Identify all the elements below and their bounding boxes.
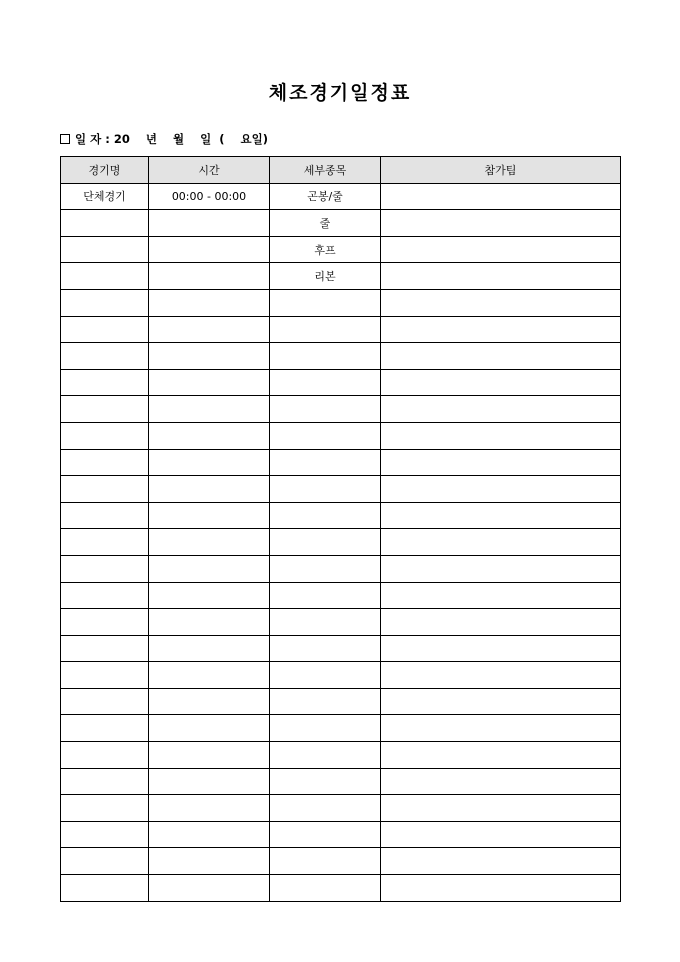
table-row bbox=[61, 343, 621, 370]
cell-sub-event[interactable] bbox=[270, 768, 381, 795]
cell-sub-event[interactable] bbox=[270, 688, 381, 715]
cell-time[interactable] bbox=[149, 502, 270, 529]
table-row bbox=[61, 715, 621, 742]
cell-teams[interactable] bbox=[381, 609, 621, 636]
table-row bbox=[61, 688, 621, 715]
cell-teams[interactable] bbox=[381, 848, 621, 875]
cell-teams[interactable] bbox=[381, 662, 621, 689]
cell-time[interactable] bbox=[149, 742, 270, 769]
schedule-table bbox=[60, 156, 621, 902]
table-row bbox=[61, 768, 621, 795]
cell-time[interactable] bbox=[149, 316, 270, 343]
cell-event-name[interactable] bbox=[61, 715, 149, 742]
header-event-name: 경기명 bbox=[61, 157, 149, 184]
cell-teams[interactable] bbox=[381, 555, 621, 582]
table-row bbox=[61, 210, 621, 237]
table-row bbox=[61, 529, 621, 556]
cell-time[interactable] bbox=[149, 289, 270, 316]
cell-event-name[interactable] bbox=[61, 422, 149, 449]
cell-event-name[interactable] bbox=[61, 582, 149, 609]
cell-sub-event[interactable] bbox=[270, 422, 381, 449]
cell-event-name[interactable] bbox=[61, 343, 149, 370]
cell-sub-event[interactable]: 후프 bbox=[270, 236, 381, 263]
cell-time[interactable] bbox=[149, 688, 270, 715]
cell-event-name[interactable] bbox=[61, 449, 149, 476]
cell-event-name[interactable] bbox=[61, 289, 149, 316]
cell-time[interactable] bbox=[149, 529, 270, 556]
cell-sub-event[interactable] bbox=[270, 848, 381, 875]
table-row bbox=[61, 422, 621, 449]
cell-time[interactable] bbox=[149, 715, 270, 742]
page-title: 체조경기일정표 bbox=[268, 82, 412, 104]
table-row bbox=[61, 555, 621, 582]
cell-teams[interactable] bbox=[381, 582, 621, 609]
square-checkbox-icon bbox=[60, 134, 70, 144]
schedule-table-body bbox=[61, 183, 621, 901]
table-row bbox=[61, 609, 621, 636]
cell-teams[interactable] bbox=[381, 183, 621, 210]
cell-sub-event[interactable] bbox=[270, 635, 381, 662]
cell-teams[interactable] bbox=[381, 263, 621, 290]
cell-sub-event[interactable] bbox=[270, 821, 381, 848]
cell-sub-event[interactable] bbox=[270, 449, 381, 476]
cell-teams[interactable] bbox=[381, 343, 621, 370]
cell-event-name[interactable] bbox=[61, 662, 149, 689]
cell-sub-event[interactable] bbox=[270, 715, 381, 742]
cell-event-name[interactable] bbox=[61, 821, 149, 848]
cell-teams[interactable] bbox=[381, 795, 621, 822]
cell-event-name[interactable] bbox=[61, 768, 149, 795]
cell-event-name[interactable] bbox=[61, 795, 149, 822]
cell-event-name[interactable] bbox=[61, 210, 149, 237]
cell-teams[interactable] bbox=[381, 875, 621, 902]
cell-sub-event[interactable] bbox=[270, 662, 381, 689]
cell-sub-event[interactable] bbox=[270, 369, 381, 396]
cell-time[interactable] bbox=[149, 236, 270, 263]
cell-event-name[interactable]: 단체경기 bbox=[61, 183, 149, 210]
table-row bbox=[61, 449, 621, 476]
cell-teams[interactable] bbox=[381, 396, 621, 423]
cell-teams[interactable] bbox=[381, 422, 621, 449]
cell-event-name[interactable] bbox=[61, 848, 149, 875]
table-row bbox=[61, 848, 621, 875]
cell-time[interactable] bbox=[149, 343, 270, 370]
cell-sub-event[interactable] bbox=[270, 396, 381, 423]
cell-teams[interactable] bbox=[381, 476, 621, 503]
cell-event-name[interactable] bbox=[61, 502, 149, 529]
table-row bbox=[61, 396, 621, 423]
cell-event-name[interactable] bbox=[61, 688, 149, 715]
cell-sub-event[interactable] bbox=[270, 529, 381, 556]
cell-event-name[interactable] bbox=[61, 742, 149, 769]
header-row bbox=[61, 157, 621, 184]
cell-time[interactable] bbox=[149, 662, 270, 689]
cell-teams[interactable] bbox=[381, 316, 621, 343]
cell-time[interactable] bbox=[149, 449, 270, 476]
cell-event-name[interactable] bbox=[61, 316, 149, 343]
cell-teams[interactable] bbox=[381, 449, 621, 476]
cell-event-name[interactable] bbox=[61, 609, 149, 636]
cell-time[interactable] bbox=[149, 848, 270, 875]
table-row bbox=[61, 582, 621, 609]
cell-event-name[interactable] bbox=[61, 875, 149, 902]
cell-teams[interactable] bbox=[381, 210, 621, 237]
header-sub-event: 세부종목 bbox=[270, 157, 381, 184]
cell-time[interactable] bbox=[149, 555, 270, 582]
cell-time[interactable] bbox=[149, 635, 270, 662]
cell-event-name[interactable] bbox=[61, 635, 149, 662]
table-row bbox=[61, 875, 621, 902]
cell-sub-event[interactable]: 리본 bbox=[270, 263, 381, 290]
cell-event-name[interactable] bbox=[61, 555, 149, 582]
date-line-text: 일 자 : 20 년 월 일 ( 요일) bbox=[75, 132, 268, 146]
cell-sub-event[interactable]: 줄 bbox=[270, 210, 381, 237]
table-row bbox=[61, 236, 621, 263]
cell-time[interactable] bbox=[149, 210, 270, 237]
table-row bbox=[61, 476, 621, 503]
cell-teams[interactable] bbox=[381, 688, 621, 715]
cell-time[interactable] bbox=[149, 263, 270, 290]
cell-sub-event[interactable] bbox=[270, 555, 381, 582]
header-teams: 참가팀 bbox=[381, 157, 621, 184]
cell-teams[interactable] bbox=[381, 821, 621, 848]
cell-time[interactable] bbox=[149, 768, 270, 795]
cell-sub-event[interactable] bbox=[270, 502, 381, 529]
table-row bbox=[61, 369, 621, 396]
cell-teams[interactable] bbox=[381, 289, 621, 316]
header-time: 시간 bbox=[149, 157, 270, 184]
cell-sub-event[interactable] bbox=[270, 875, 381, 902]
cell-time[interactable] bbox=[149, 609, 270, 636]
cell-event-name[interactable] bbox=[61, 369, 149, 396]
cell-teams[interactable] bbox=[381, 768, 621, 795]
cell-sub-event[interactable] bbox=[270, 582, 381, 609]
cell-time[interactable] bbox=[149, 369, 270, 396]
cell-teams[interactable] bbox=[381, 236, 621, 263]
date-line bbox=[60, 131, 268, 147]
table-row bbox=[61, 662, 621, 689]
cell-teams[interactable] bbox=[381, 742, 621, 769]
table-row bbox=[61, 742, 621, 769]
cell-sub-event[interactable] bbox=[270, 476, 381, 503]
table-row bbox=[61, 316, 621, 343]
cell-time[interactable]: 00:00 - 00:00 bbox=[149, 183, 270, 210]
cell-teams[interactable] bbox=[381, 369, 621, 396]
cell-sub-event[interactable] bbox=[270, 795, 381, 822]
table-row bbox=[61, 289, 621, 316]
cell-sub-event[interactable]: 곤봉/줄 bbox=[270, 183, 381, 210]
table-row bbox=[61, 635, 621, 662]
cell-time[interactable] bbox=[149, 582, 270, 609]
cell-event-name[interactable] bbox=[61, 396, 149, 423]
cell-event-name[interactable] bbox=[61, 236, 149, 263]
cell-teams[interactable] bbox=[381, 635, 621, 662]
table-row bbox=[61, 183, 621, 210]
cell-teams[interactable] bbox=[381, 529, 621, 556]
cell-time[interactable] bbox=[149, 795, 270, 822]
cell-event-name[interactable] bbox=[61, 529, 149, 556]
cell-time[interactable] bbox=[149, 396, 270, 423]
table-row bbox=[61, 795, 621, 822]
cell-sub-event[interactable] bbox=[270, 316, 381, 343]
cell-sub-event[interactable] bbox=[270, 289, 381, 316]
cell-sub-event[interactable] bbox=[270, 343, 381, 370]
cell-sub-event[interactable] bbox=[270, 609, 381, 636]
cell-time[interactable] bbox=[149, 422, 270, 449]
cell-time[interactable] bbox=[149, 821, 270, 848]
table-row bbox=[61, 263, 621, 290]
table-row bbox=[61, 502, 621, 529]
cell-event-name[interactable] bbox=[61, 476, 149, 503]
cell-teams[interactable] bbox=[381, 502, 621, 529]
cell-time[interactable] bbox=[149, 476, 270, 503]
cell-sub-event[interactable] bbox=[270, 742, 381, 769]
cell-teams[interactable] bbox=[381, 715, 621, 742]
cell-event-name[interactable] bbox=[61, 263, 149, 290]
table-row bbox=[61, 821, 621, 848]
cell-time[interactable] bbox=[149, 875, 270, 902]
